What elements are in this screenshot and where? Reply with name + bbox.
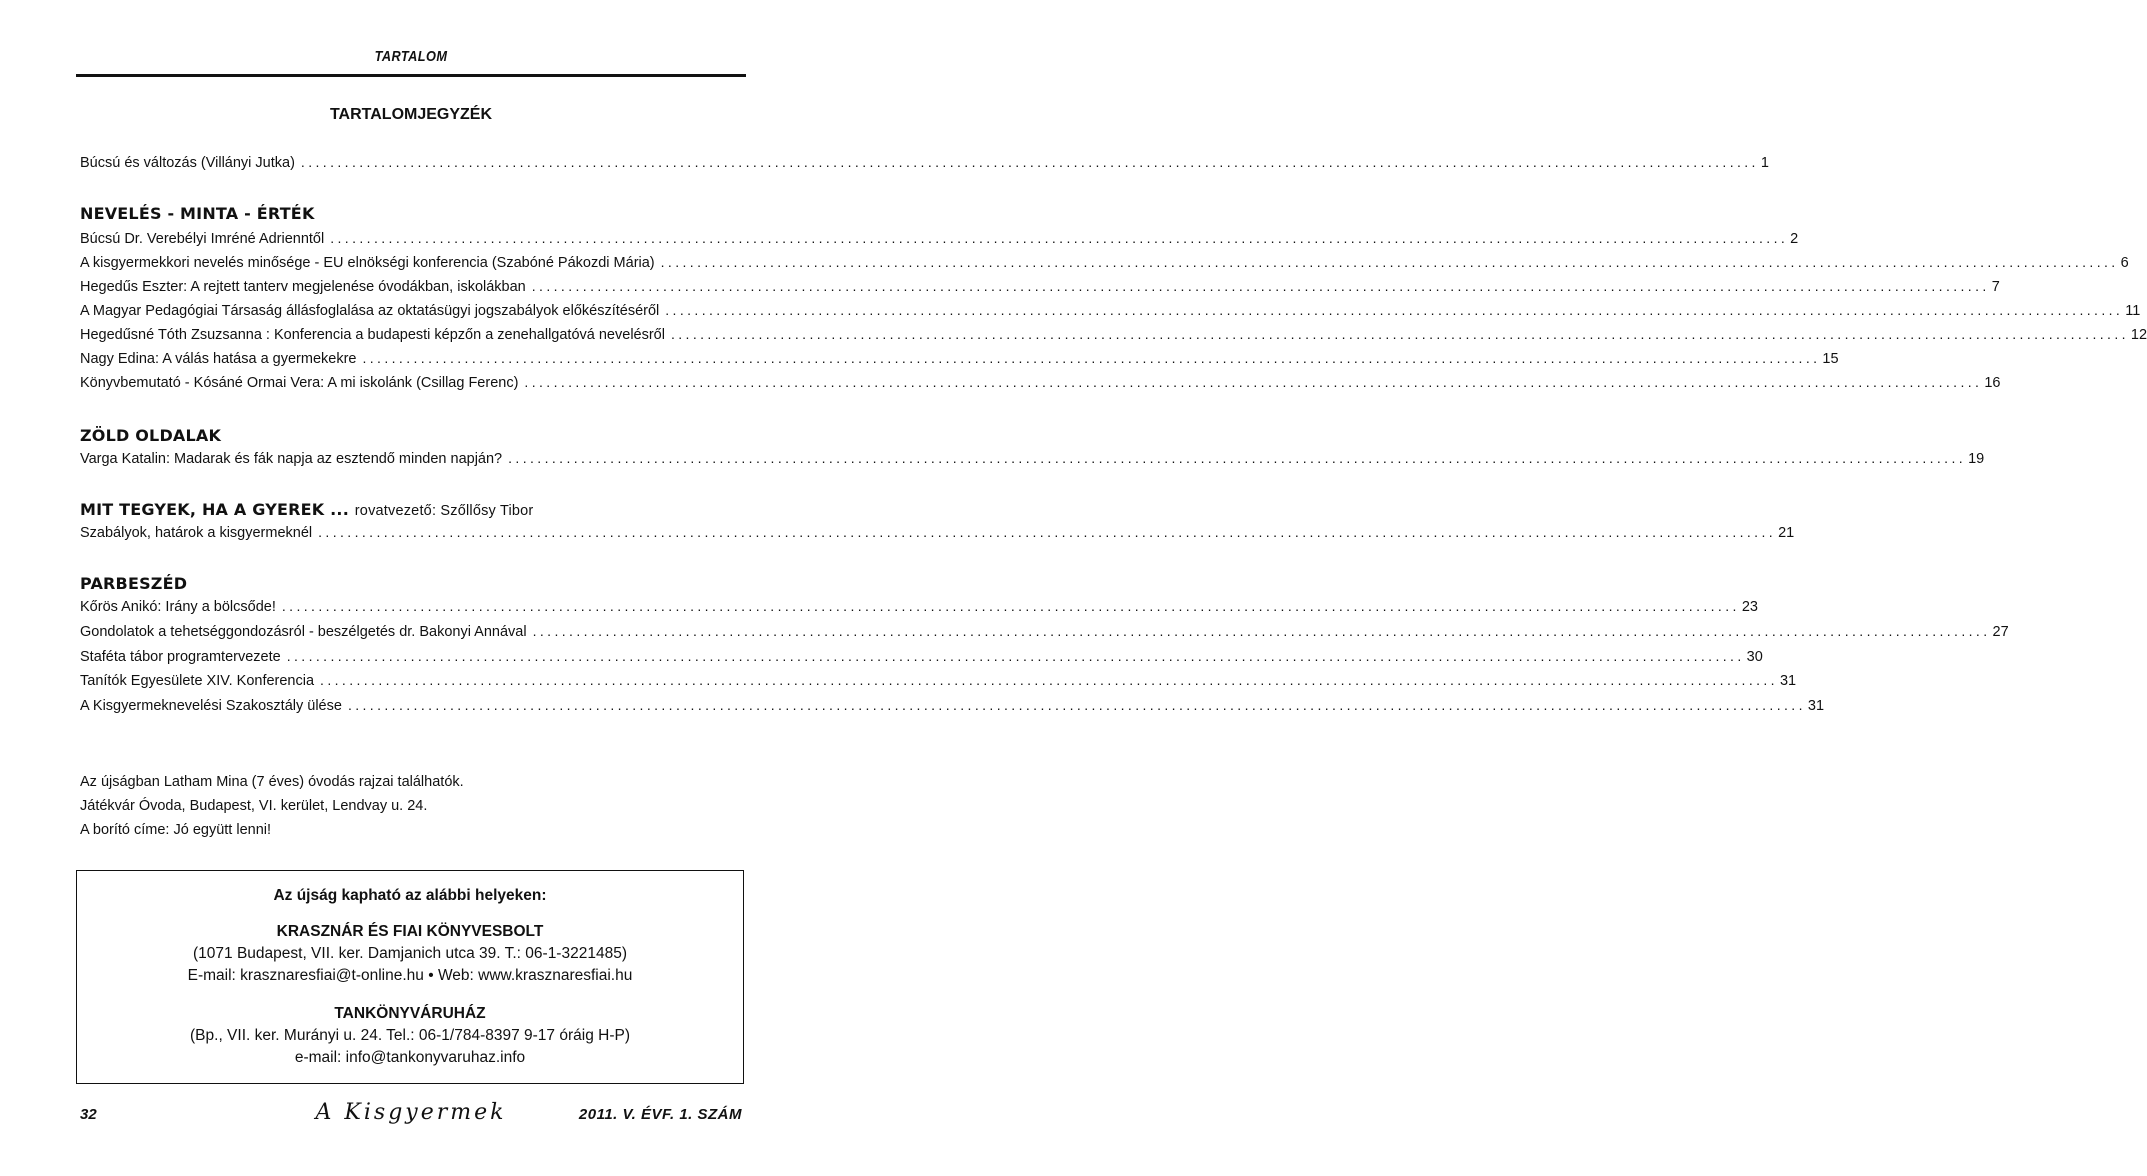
section-heading-text: ZÖLD OLDALAK <box>80 426 222 445</box>
toc-entry-page: 11 <box>2125 303 2141 319</box>
note-line: Játékvár Óvoda, Budapest, VI. kerület, Lendvay u. 24. <box>80 798 428 814</box>
toc-entry-title: Varga Katalin: Madarak és fák napja az esztendő minden napján? <box>80 451 503 467</box>
toc-entry-page: 1 <box>1760 155 1769 171</box>
availability-box <box>76 870 744 1084</box>
toc-entry-title: Staféta tábor programtervezete <box>80 649 281 665</box>
section-heading <box>80 500 533 519</box>
toc-entry-title: Tanítók Egyesülete XIV. Konferencia <box>80 673 315 689</box>
store-name: KRASZNÁR ÉS FIAI KÖNYVESBOLT <box>276 923 544 940</box>
toc-leader-dots: ........................................................................................................................................................................................................ <box>665 302 2124 318</box>
toc-entry-page: 30 <box>1746 649 1763 665</box>
toc-entry-title: Könyvbemutató - Kósáné Ormai Vera: A mi iskolánk (Csillag Ferenc) <box>80 375 519 391</box>
toc-leader-dots: ........................................................................................................................................................................................................ <box>531 278 1990 294</box>
toc-entry-page: 7 <box>1991 279 2000 295</box>
toc-entry <box>80 254 2129 276</box>
toc-entry-page: 23 <box>1741 599 1758 615</box>
store-contact: E-mail: krasznaresfiai@t-online.hu • Web: www.krasznaresfiai.hu <box>187 967 633 984</box>
toc-leader-dots: ........................................................................................................................................................................................................ <box>660 254 2119 270</box>
toc-entry-title: Gondolatok a tehetséggondozásról - beszélgetés dr. Bakonyi Annával <box>80 624 527 640</box>
toc-entry <box>80 154 1769 176</box>
store-address: (Bp., VII. ker. Murányi u. 24. Tel.: 06-1/784-8397 9-17 óráig H-P) <box>190 1027 630 1044</box>
availability-title: Az újság kapható az alábbi helyeken: <box>273 887 547 904</box>
toc-entry-title: Nagy Edina: A válás hatása a gyermekekre <box>80 351 357 367</box>
store-contact: e-mail: info@tankonyvaruhaz.info <box>294 1049 526 1066</box>
note-line: A borító címe: Jó együtt lenni! <box>80 822 272 838</box>
toc-leader-dots: ........................................................................................................................................................................................................ <box>362 350 1821 366</box>
note-line: Az újságban Latham Mina (7 éves) óvodás rajzai találhatók. <box>80 774 464 790</box>
issue-info: 2011. V. ÉVF. 1. SZÁM <box>578 1106 742 1123</box>
toc-entry <box>80 450 1985 472</box>
toc-leader-dots: ........................................................................................................................................................................................................ <box>508 450 1967 466</box>
toc-leader-dots: ........................................................................................................................................................................................................ <box>524 374 1983 390</box>
toc-title: TARTALOMJEGYZÉK <box>329 106 493 123</box>
toc-entry <box>80 672 1797 694</box>
toc-entry <box>80 350 1839 372</box>
toc-entry-page: 31 <box>1779 673 1797 689</box>
notes <box>80 770 464 842</box>
section-heading <box>80 204 315 223</box>
toc-leader-dots: ........................................................................................................................................................................................................ <box>286 648 1745 664</box>
toc-entry-page: 16 <box>1984 375 2001 391</box>
page-number: 32 <box>80 1106 97 1123</box>
toc-entry-page: 6 <box>2120 255 2129 271</box>
toc-leader-dots: ........................................................................................................................................................................................................ <box>320 672 1778 688</box>
toc-entry-page: 27 <box>1992 624 2009 640</box>
toc-leader-dots: ........................................................................................................................................................................................................ <box>330 230 1789 246</box>
section-subheading: rovatvezető: Szőllősy Tibor <box>354 503 534 519</box>
section-heading <box>80 426 221 445</box>
toc-entry <box>80 230 1799 252</box>
toc-leader-dots: ........................................................................................................................................................................................................ <box>318 524 1777 540</box>
header-rule <box>76 74 746 77</box>
toc-entry <box>80 598 1758 620</box>
toc-entry-title: Hegedűs Eszter: A rejtett tanterv megjelenése óvodákban, iskolákban <box>80 279 526 295</box>
toc-entry <box>80 623 2009 645</box>
toc-entry <box>80 524 1795 546</box>
toc-entry <box>80 278 2000 300</box>
toc-entry-page: 2 <box>1790 231 1799 247</box>
toc-entry-title: Búcsú Dr. Verebélyi Imréné Adrienntől <box>80 231 325 247</box>
toc-entry-page: 21 <box>1778 525 1795 541</box>
store-name: TANKÖNYVÁRUHÁZ <box>334 1005 486 1022</box>
toc-leader-dots: ........................................................................................................................................................................................................ <box>300 154 1759 170</box>
toc-entry <box>80 302 2141 324</box>
section-heading-text: NEVELÉS - MINTA - ÉRTÉK <box>80 204 315 223</box>
store-address: (1071 Budapest, VII. ker. Damjanich utca 39. T.: 06-1-3221485) <box>193 945 627 962</box>
toc-entry-title: A Kisgyermeknevelési Szakosztály ülése <box>80 698 342 714</box>
toc-entry <box>80 326 2147 348</box>
toc-leader-dots: ........................................................................................................................................................................................................ <box>670 326 2129 342</box>
toc-entry-title: A Magyar Pedagógiai Társaság állásfoglalása az oktatásügyi jogszabályok előkészítéséről <box>80 303 660 319</box>
section-heading-text: MIT TEGYEK, HA A GYEREK ... <box>80 500 349 519</box>
toc-entry-page: 15 <box>1822 351 1839 367</box>
toc-entry-title: Szabályok, határok a kisgyermeknél <box>80 525 313 541</box>
toc-entry-page: 12 <box>2130 327 2147 343</box>
toc-entry-title: Hegedűsné Tóth Zsuzsanna : Konferencia a budapesti képzőn a zenehallgatóvá nevelésről <box>80 327 665 343</box>
toc-leader-dots: ........................................................................................................................................................................................................ <box>281 598 1740 614</box>
toc-entry-title: A kisgyermekkori nevelés minősége - EU elnökségi konferencia (Szabóné Pákozdi Mária) <box>80 255 655 271</box>
section-heading <box>80 574 187 593</box>
running-header: TARTALOM <box>374 48 448 65</box>
toc-entry <box>80 648 1763 670</box>
toc-entry-page: 31 <box>1807 698 1825 714</box>
toc-entry <box>80 697 1825 719</box>
magazine-title: A Kisgyermek <box>315 1100 507 1125</box>
toc-entry <box>80 374 2001 396</box>
toc-entry-page: 19 <box>1968 451 1985 467</box>
toc-entry-title: Búcsú és változás (Villányi Jutka) <box>80 155 295 171</box>
toc-leader-dots: ........................................................................................................................................................................................................ <box>347 697 1806 713</box>
section-heading-text: PARBESZÉD <box>80 574 188 593</box>
toc-leader-dots: ........................................................................................................................................................................................................ <box>532 623 1991 639</box>
toc-entry-title: Kőrös Anikó: Irány a bölcsőde! <box>80 599 276 615</box>
